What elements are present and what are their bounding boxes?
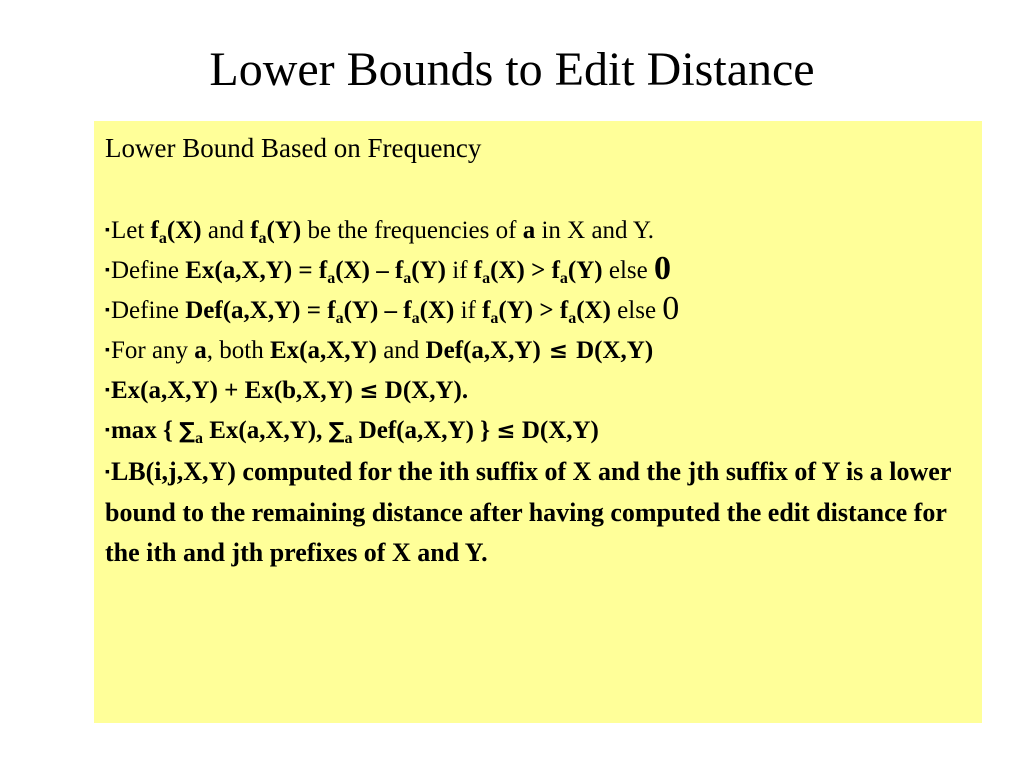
text-run: in X and Y.: [535, 217, 654, 244]
text-run: and: [376, 337, 426, 364]
frequency-arg: (X): [166, 217, 202, 244]
sigma-symbol: ∑: [328, 419, 345, 444]
text-run: Let: [110, 217, 151, 244]
section-subtitle: Lower Bound Based on Frequency: [105, 133, 482, 163]
subscript: a: [490, 310, 499, 327]
text-run: Define: [110, 257, 186, 284]
frequency-symbol: f: [250, 217, 259, 244]
subscript: a: [327, 270, 336, 287]
expression: f: [482, 297, 491, 324]
bullet-square-icon: ▪: [105, 465, 110, 480]
expression: (X): [419, 297, 455, 324]
bullet-square-icon: ▪: [105, 383, 110, 398]
text-run: if: [446, 257, 474, 284]
bullet-def-definition: [105, 291, 972, 331]
subscript: a: [411, 310, 420, 327]
expression: (X): [576, 297, 611, 324]
bullet-max-bound: [105, 411, 972, 452]
expression: D(X,Y).: [378, 377, 469, 404]
zero-value: 0: [662, 290, 680, 327]
expression: Def(a,X,Y): [425, 337, 541, 364]
expression: D(X,Y): [576, 337, 654, 364]
statement-text: LB(i,j,X,Y) computed for the ith suffix of X and the jth suffix of Y is a lower bound to the remaining distance after having computed the edit distance for the ith and jth prefixes of X and Y.: [105, 457, 951, 567]
subscript: a: [482, 270, 491, 287]
subscript: a: [559, 270, 568, 287]
zero-value: 0: [654, 250, 671, 287]
symbol-a: a: [522, 217, 536, 244]
bullet-square-icon: ▪: [105, 223, 110, 238]
expression: Ex(a,X,Y) = f: [185, 257, 328, 284]
bullet-for-any-a: [105, 331, 972, 371]
content-box: [94, 121, 982, 723]
subscript: a: [403, 270, 412, 287]
expression: (Y) – f: [343, 297, 412, 324]
expression: Def(a,X,Y) }: [352, 417, 497, 444]
subscript: a: [344, 430, 353, 447]
frequency-arg: (Y): [266, 217, 302, 244]
subscript: a: [258, 230, 267, 247]
text-run: if: [454, 297, 483, 324]
bullet-square-icon: ▪: [105, 423, 110, 438]
expression: Def(a,X,Y) = f: [185, 297, 336, 324]
text-run: Define: [110, 297, 186, 324]
sigma-symbol: ∑: [179, 419, 195, 444]
bullet-ex-sum: [105, 371, 972, 411]
expression: (Y): [411, 257, 447, 284]
bullet-square-icon: ▪: [105, 343, 110, 358]
expression: Ex(a,X,Y): [270, 337, 377, 364]
text-run: , both: [206, 337, 270, 364]
text-run: be the frequencies of: [301, 217, 523, 244]
text-run: For any: [110, 337, 195, 364]
leq-symbol: ≤: [496, 417, 516, 444]
bullet-ex-definition: [105, 251, 972, 291]
expression: Ex(a,X,Y),: [202, 417, 329, 444]
expression: (X) > f: [490, 257, 560, 284]
expression: max {: [110, 417, 180, 444]
subscript: a: [568, 310, 577, 327]
text-run: else: [602, 257, 654, 284]
leq-symbol: ≤: [540, 337, 577, 364]
bullet-square-icon: ▪: [105, 303, 110, 318]
bullet-lb-statement: [105, 452, 972, 573]
text-run: and: [201, 217, 251, 244]
frequency-symbol: f: [150, 217, 159, 244]
expression: D(X,Y): [515, 417, 599, 444]
bullet-square-icon: ▪: [105, 263, 110, 278]
slide-title: Lower Bounds to Edit Distance: [209, 43, 815, 96]
subscript: a: [158, 230, 167, 247]
expression: (Y) > f: [498, 297, 569, 324]
expression: Ex(a,X,Y) + Ex(b,X,Y): [110, 377, 360, 404]
text-run: else: [610, 297, 663, 324]
subscript: a: [335, 310, 344, 327]
expression: (Y): [567, 257, 603, 284]
bullet-frequency-definition: [105, 211, 972, 251]
subscript: a: [194, 430, 203, 447]
leq-symbol: ≤: [359, 377, 379, 404]
expression: f: [473, 257, 483, 284]
symbol-a: a: [194, 337, 207, 364]
expression: (X) – f: [335, 257, 404, 284]
